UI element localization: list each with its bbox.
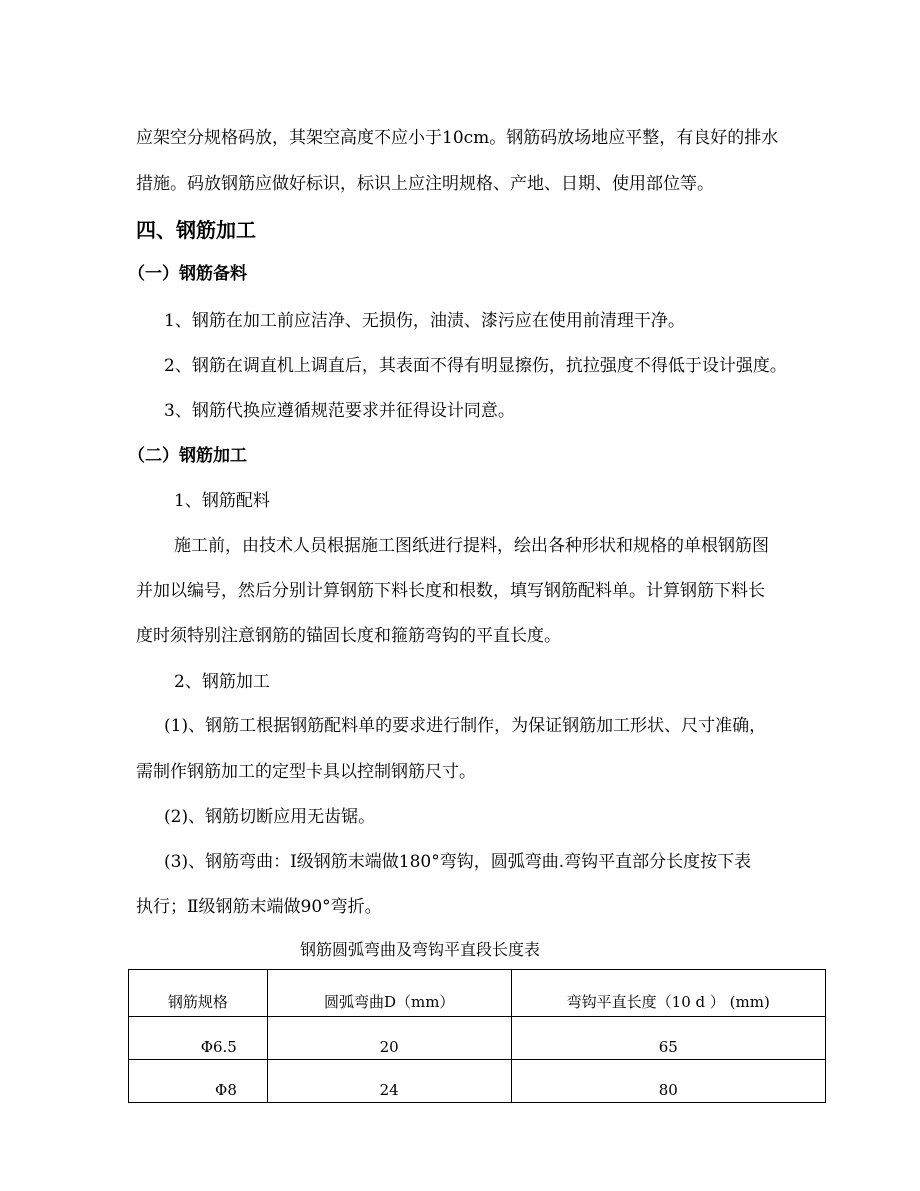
- paragraph-line: 应架空分规格码放，其架空高度不应小于10cm。钢筋码放场地应平整，有良好的排水: [136, 128, 779, 148]
- paragraph-line: (1)、钢筋工根据钢筋配料单的要求进行制作，为保证钢筋加工形状、尺寸准确，: [164, 716, 767, 736]
- list-item: 2、钢筋在调直机上调直后，其表面不得有明显擦伤，抗拉强度不得低于设计强度。: [164, 356, 787, 376]
- list-item: 3、钢筋代换应遵循规范要求并征得设计同意。: [164, 401, 515, 421]
- table-cell: 20: [267, 1017, 511, 1060]
- list-item: 1、钢筋在加工前应洁净、无损伤，油渍、漆污应在使用前清理干净。: [164, 311, 685, 331]
- paragraph-line: 需制作钢筋加工的定型卡具以控制钢筋尺寸。: [136, 762, 476, 782]
- paragraph-line: (2)、钢筋切断应用无齿锯。: [164, 807, 376, 827]
- paragraph-line: 度时须特别注意钢筋的锚固长度和箍筋弯钩的平直长度。: [136, 626, 561, 646]
- table-cell: 80: [511, 1060, 826, 1103]
- paragraph-line: 施工前，由技术人员根据施工图纸进行提料，绘出各种形状和规格的单根钢筋图: [174, 536, 769, 556]
- paragraph-line: (3)、钢筋弯曲：Ⅰ级钢筋末端做180°弯钩，圆弧弯曲.弯钩平直部分长度按下表: [164, 852, 752, 872]
- subsection-heading: （二）钢筋加工: [128, 446, 247, 466]
- table-header-row: [129, 970, 826, 1017]
- column-header: 钢筋规格: [129, 970, 268, 1017]
- table-cell: Φ8: [129, 1060, 268, 1103]
- paragraph-line: 执行；Ⅱ级钢筋末端做90°弯折。: [136, 897, 382, 917]
- subsection-heading: （一）钢筋备料: [128, 264, 247, 284]
- column-header: 弯钩平直长度（10 d ） (mm): [511, 970, 826, 1017]
- table-row: [129, 1060, 826, 1103]
- list-item: 1、钢筋配料: [174, 491, 270, 511]
- column-header: 圆弧弯曲D（mm）: [267, 970, 511, 1017]
- section-heading: 四、钢筋加工: [136, 218, 256, 242]
- rebar-spec-table: [128, 969, 826, 1103]
- table-caption: 钢筋圆弧弯曲及弯钩平直段长度表: [300, 940, 541, 959]
- table-row: [129, 1017, 826, 1060]
- table-cell: Φ6.5: [129, 1017, 268, 1060]
- paragraph-line: 并加以编号，然后分别计算钢筋下料长度和根数，填写钢筋配料单。计算钢筋下料长: [136, 581, 765, 601]
- list-item: 2、钢筋加工: [174, 672, 270, 692]
- paragraph-line: 措施。码放钢筋应做好标识，标识上应注明规格、产地、日期、使用部位等。: [136, 174, 714, 194]
- table-cell: 65: [511, 1017, 826, 1060]
- table-cell: 24: [267, 1060, 511, 1103]
